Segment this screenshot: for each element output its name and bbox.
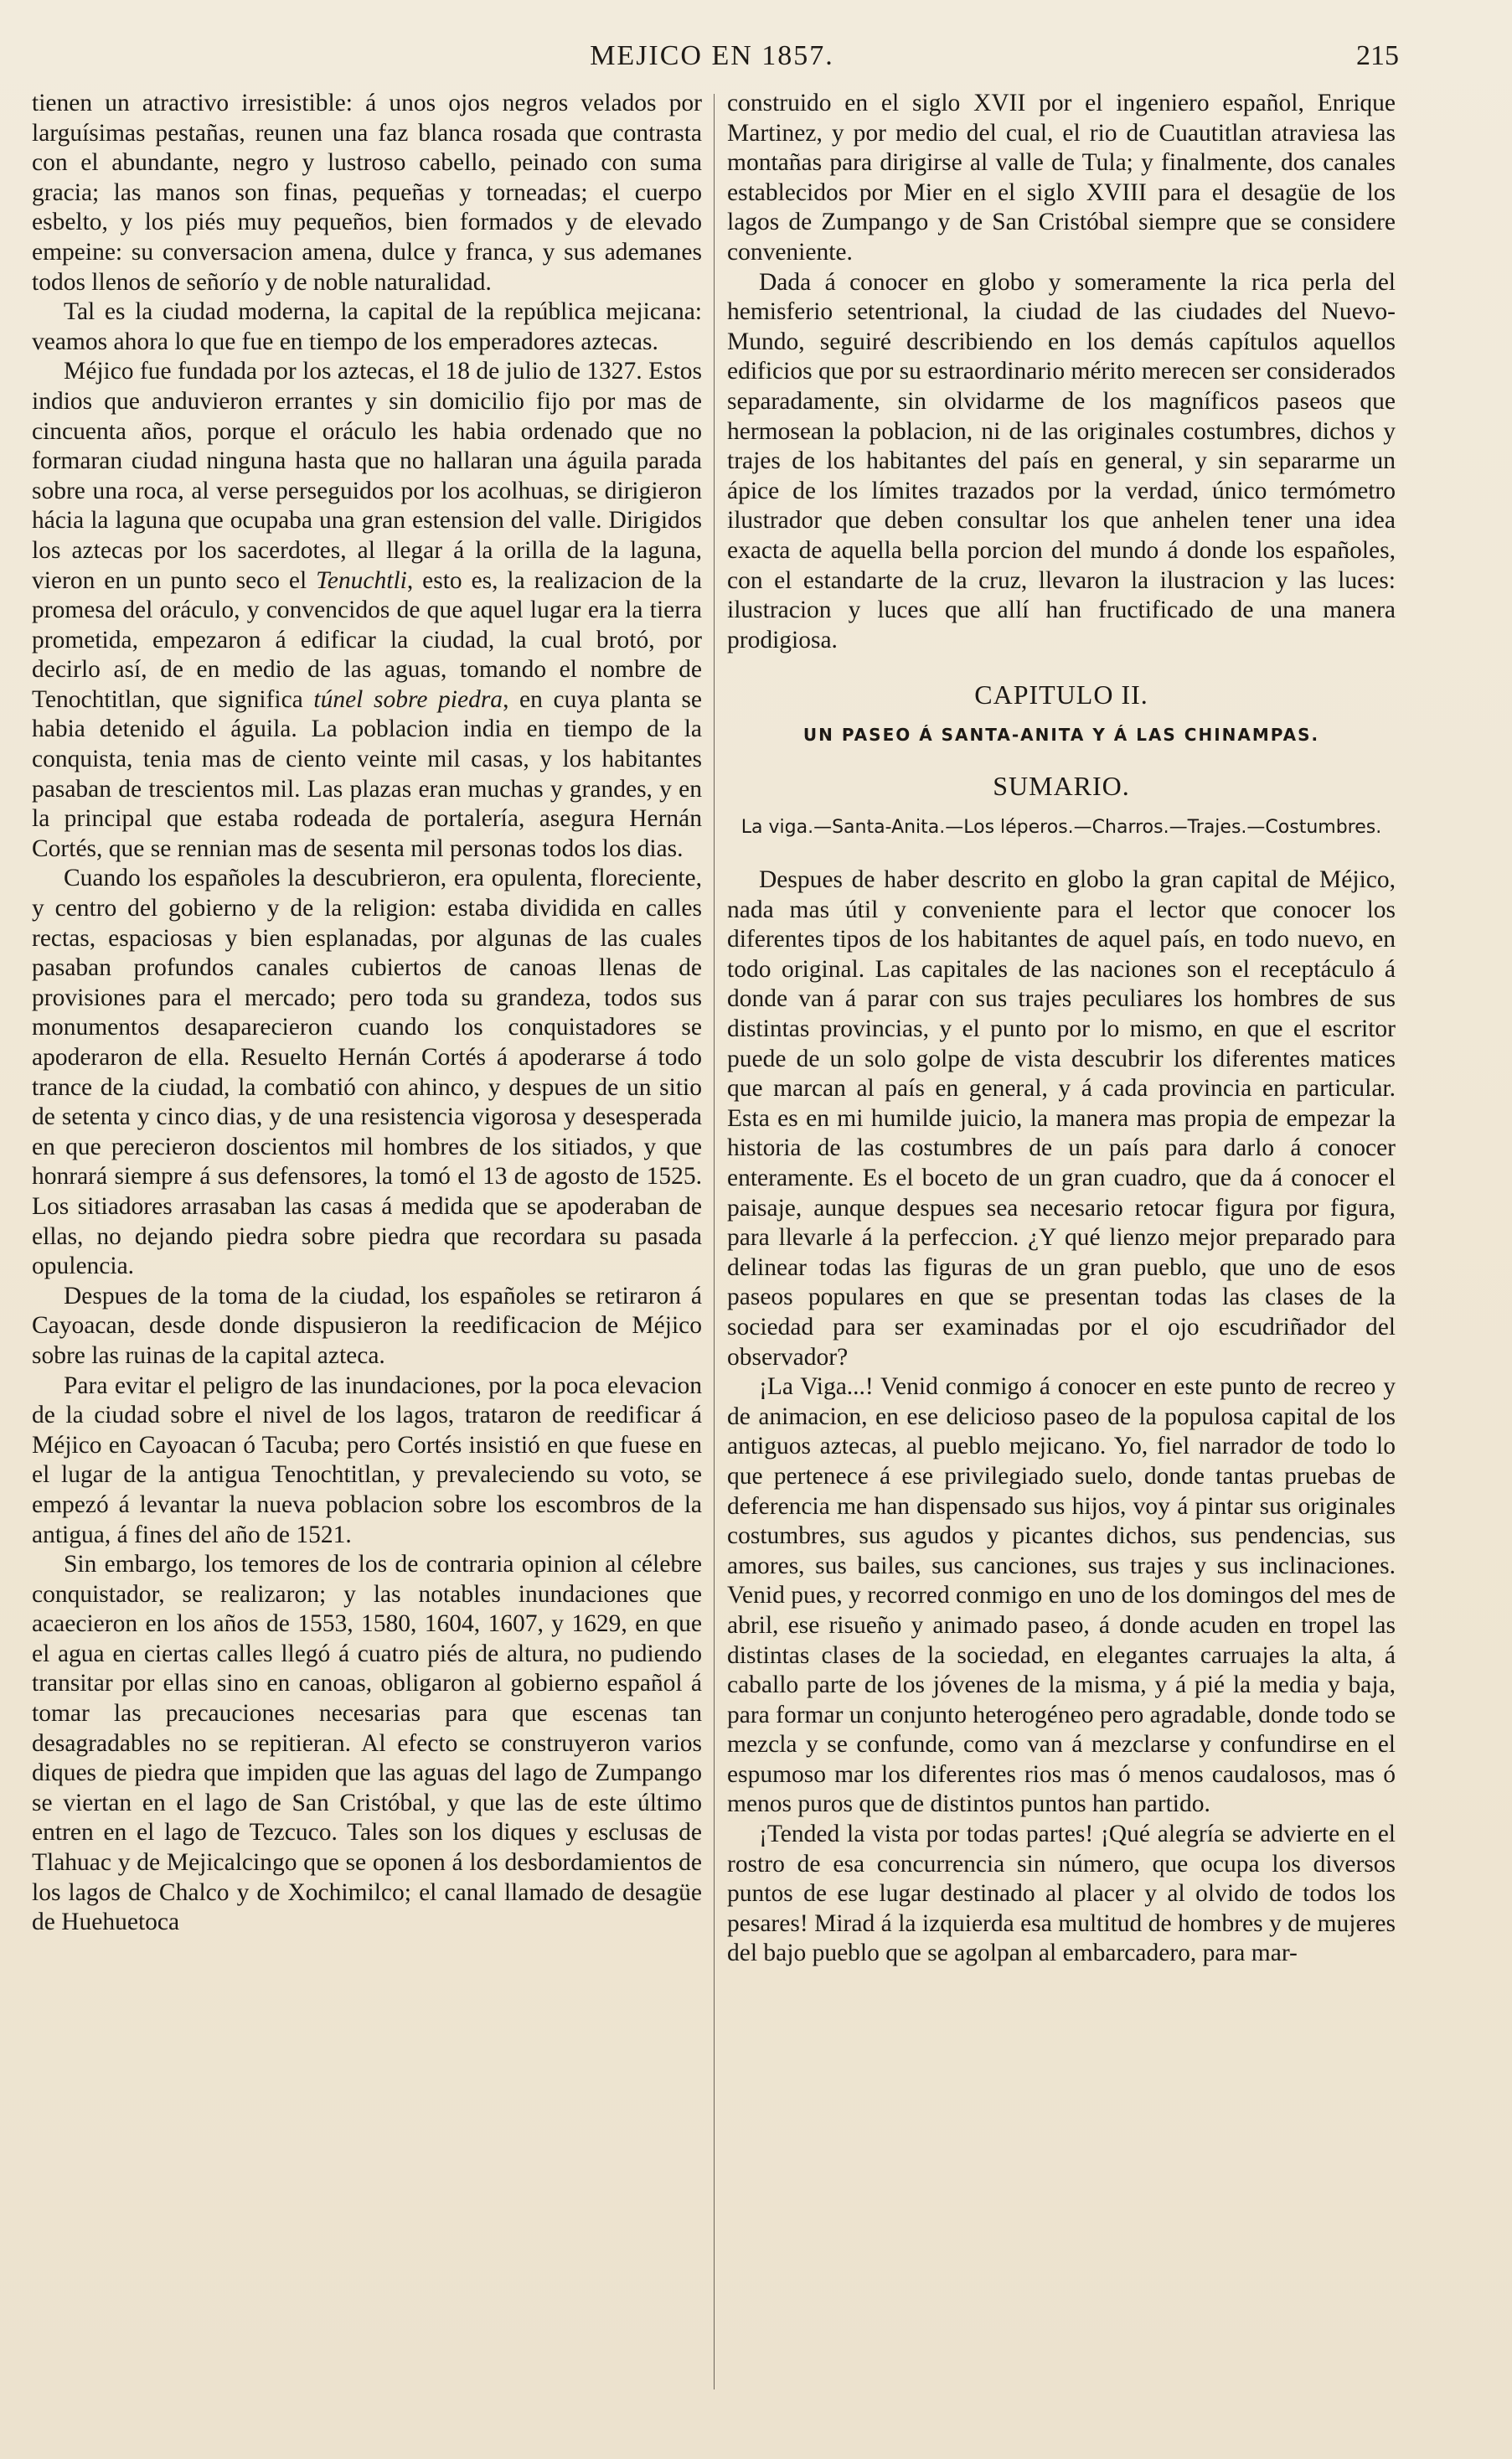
paragraph-text: Méjico fue fundada por los aztecas, el 18 de julio de 1327. Estos indios que anduvieron errantes y sin domicilio fijo por mas de cincuenta años, porque el oráculo les habia ordenado que no formaran ciudad ninguna hasta que no hallaran una águila parada sobre una roca, al verse perseguidos por los acolhuas, se dirigieron hácia la laguna que ocupaba una gran estension del valle. Dirigidos los aztecas por los sacerdotes, al llegar á la orilla de la laguna, vieron en un punto seco el <box>32 358 702 594</box>
paragraph: Tal es la ciudad moderna, la capital de la república mejicana: veamos ahora lo que fue en tiempo de los emperadores aztecas. <box>32 298 702 355</box>
paragraph <box>32 357 702 864</box>
paragraph-text: , en cuya planta se habia detenido el águila. La poblacion india en tiempo de la conquista, tenia mas de ciento veinte mil casas, y los habitantes pasaban de trescientos mil. Las plazas eran muchas y grandes, y en la principal que estaba rodeada de portalería, asegura Hernán Cortés, que se rennian mas de sesenta mil personas todos los dias. <box>32 685 703 862</box>
paragraph: ¡La Viga...! Venid conmigo á conocer en este punto de recreo y de animacion, en ese delicioso paseo de la populosa capital de los antiguos aztecas, al pueblo mejicano. Yo, fiel narrador de todo lo que pertenece á ese privilegiado suelo, donde tantas pruebas de deferencia me han dispensado sus hijos, voy á pintar sus originales costumbres, sus agudos y picantes dichos, sus pendencias, sus amores, sus bailes, sus canciones, sus trajes y sus inclinaciones. Venid pues, y recorred conmigo en uno de los domingos del mes de abril, ese risueño y animado paseo, á donde acuden en tropel las distintas clases de la sociedad, en elegantes carruajes la alta, á caballo parte de los jóvenes de la misma, y á pié la media y baja, para formar un conjunto heterogéneo pero agradable, donde todo se mezcla y se confunde, como van á mezclarse y confundirse en el espumoso mar los diferentes rios mas ó menos caudalosos, mas ó menos puros que de distintos puntos han partido. <box>727 1373 1396 1818</box>
chapter-title: CAPITULO II. <box>974 679 1148 710</box>
paragraph: Sin embargo, los temores de los de contraria opinion al célebre conquistador, se realizaron; y las notables inundaciones que acaecieron en los años de 1553, 1580, 1604, 1607, y 1629, en que el agua en ciertas calles llegó á cuatro piés de altura, no pudiendo transitar por ellas sino en canoas, obligaron al gobierno español á tomar las precauciones necesarias para que escenas tan desagradables no se repitieran. Al efecto se construyeron varios diques de piedra que impiden que las aguas del lago de Zumpango se viertan en el lago de San Cristóbal, y que las de este último entren en el lago de Tezcuco. Tales son los diques y esclusas de Tlahuac y de Mejicalcingo que se oponen á los desbordamientos de los lagos de Chalco y de Xochimilco; el canal llamado de desagüe de Huehuetoca <box>32 1551 702 1936</box>
paragraph: Despues de haber descrito en globo la gran capital de Méjico, nada mas útil y conveniente para el lector que conocer los diferentes tipos de los habitantes de aquel país, en todo nuevo, en todo original. Las capitales de las naciones son el receptáculo á donde van á parar con sus trajes peculiares los hombres de sus distintas provincias, y el punto por lo mismo, en que el escritor puede de un solo golpe de vista descubrir los diferentes matices que marcan al país en general, y á cada provincia en particular. Esta es en mi humilde juicio, la manera mas propia de empezar la historia de las costumbres de un país para darlo á conocer enteramente. Es el boceto de un gran cuadro, que da á conocer el paisaje, aunque despues sea necesario retocar figura por figura, para llevarle á la perfeccion. ¿Y qué lienzo mejor preparado para delinear todas las figuras de un gran pueblo, que uno de esos paseos populares en que se presentan todas las clases de la sociedad para ser examinadas por el ojo escudriñador del observador? <box>727 866 1396 1371</box>
chapter-subtitle: UN PASEO Á SANTA-ANITA Y Á LAS CHINAMPAS. <box>802 724 1320 745</box>
page-number: 215 <box>1356 40 1399 71</box>
summary-text: La viga.—Santa-Anita.—Los léperos.—Charros.—Trajes.—Costumbres. <box>741 817 1382 839</box>
paragraph: tienen un atractivo irresistible: á unos ojos negros velados por larguísimas pestañas, reunen una faz blanca rosada que contrasta con el abundante, negro y lustroso cabello, peinado con suma gracia; las manos son finas, pequeñas y torneadas; el cuerpo esbelto, y los piés muy pequeños, bien formados y de elevado empeine: su conversacion amena, dulce y franca, y sus ademanes todos llenos de señorío y de noble naturalidad. <box>32 90 702 296</box>
paragraph: Para evitar el peligro de las inundaciones, por la poca elevacion de la ciudad sobre el nivel de los lagos, trataron de reedificar á Méjico en Cayoacan ó Tacuba; pero Cortés insistió en que fuese en el lugar de la antigua Tenochtitlan, y prevaleciendo su voto, se empezó á levantar la nueva poblacion sobre los escombros de la antigua, á fines del año de 1521. <box>32 1372 702 1548</box>
paragraph: construido en el siglo XVII por el ingeniero español, Enrique Martinez, y por medio del cual, el rio de Cuautitlan atraviesa las montañas para dirigirse al valle de Tula; y finalmente, dos canales establecidos por Mier en el siglo XVIII para el desagüe de los lagos de Zumpango y de San Cristóbal siempre que se considere conveniente. <box>727 90 1396 266</box>
running-header <box>25 40 1399 82</box>
left-column <box>32 89 702 1938</box>
italic-term: Tenuchtli <box>316 566 407 594</box>
paragraph: Cuando los españoles la descubrieron, era opulenta, floreciente, y centro del gobierno y de la religion: estaba dividida en calles rectas, espaciosas y bien esplanadas, por algunas de las cuales pasaban profundos canales cubiertos de canoas llenas de provisiones para el mercado; pero toda su grandeza, todos sus monumentos desaparecieron cuando los conquistadores se apoderaron de ella. Resuelto Hernán Cortés á apoderarse á todo trance de la ciudad, la combatió con ahinco, y despues de un sitio de setenta y cinco dias, y de una resistencia vigorosa y desesperada en que perecieron doscientos mil hombres de los sitiados, y que honrará siempre á sus defensores, la tomó el 13 de agosto de 1525. Los sitiadores arrasaban las casas á medida que se apoderaban de ellas, no dejando piedra sobre piedra que recordara su pasada opulencia. <box>32 865 702 1280</box>
right-column <box>727 89 1396 1969</box>
running-title: MEJICO EN 1857. <box>590 40 834 71</box>
column-divider <box>714 94 715 2389</box>
italic-term: túnel sobre piedra <box>313 685 503 713</box>
paragraph: Dada á conocer en globo y someramente la rica perla del hemisferio setentrional, la ciudad de las ciudades del Nuevo-Mundo, seguiré describiendo en los demás capítulos aquellos edificios que por su estraordinario mérito merecen ser considerados separadamente, sin olvidarme de los magníficos paseos que hermosean la poblacion, ni de las originales costumbres, dichos y trajes de los habitantes del país en general, y sin separarme un ápice de los límites trazados por la verdad, único termómetro ilustrador que deben consultar los que anhelen tener una idea exacta de aquella bella porcion del mundo á donde los españoles, con el estandarte de la cruz, llevaron la ilustracion y las luces: ilustracion y luces que allí han fructificado de una manera prodigiosa. <box>727 268 1396 653</box>
paragraph: Despues de la toma de la ciudad, los españoles se retiraron á Cayoacan, desde donde dispusieron la reedificacion de Méjico sobre las ruinas de la capital azteca. <box>32 1282 702 1369</box>
paragraph: ¡Tended la vista por todas partes! ¡Qué alegría se advierte en el rostro de esa concurrencia sin número, que ocupa los diversos puntos de ese lugar destinado al placer y al olvido de todos los pesares! Mirad á la izquierda esa multitud de hombres y de mujeres del bajo pueblo que se agolpan al embarcadero, para mar- <box>727 1821 1396 1967</box>
paragraph-text: , esto es, la realizacion de la promesa del oráculo, y convencidos de que aquel lugar era la tierra prometida, empezaron á edificar la ciudad, la cual brotó, por decirlo así, de en medio de las aguas, tomando el nombre de Tenochtitlan, que significa <box>32 566 702 713</box>
summary-heading: SUMARIO. <box>993 771 1130 802</box>
